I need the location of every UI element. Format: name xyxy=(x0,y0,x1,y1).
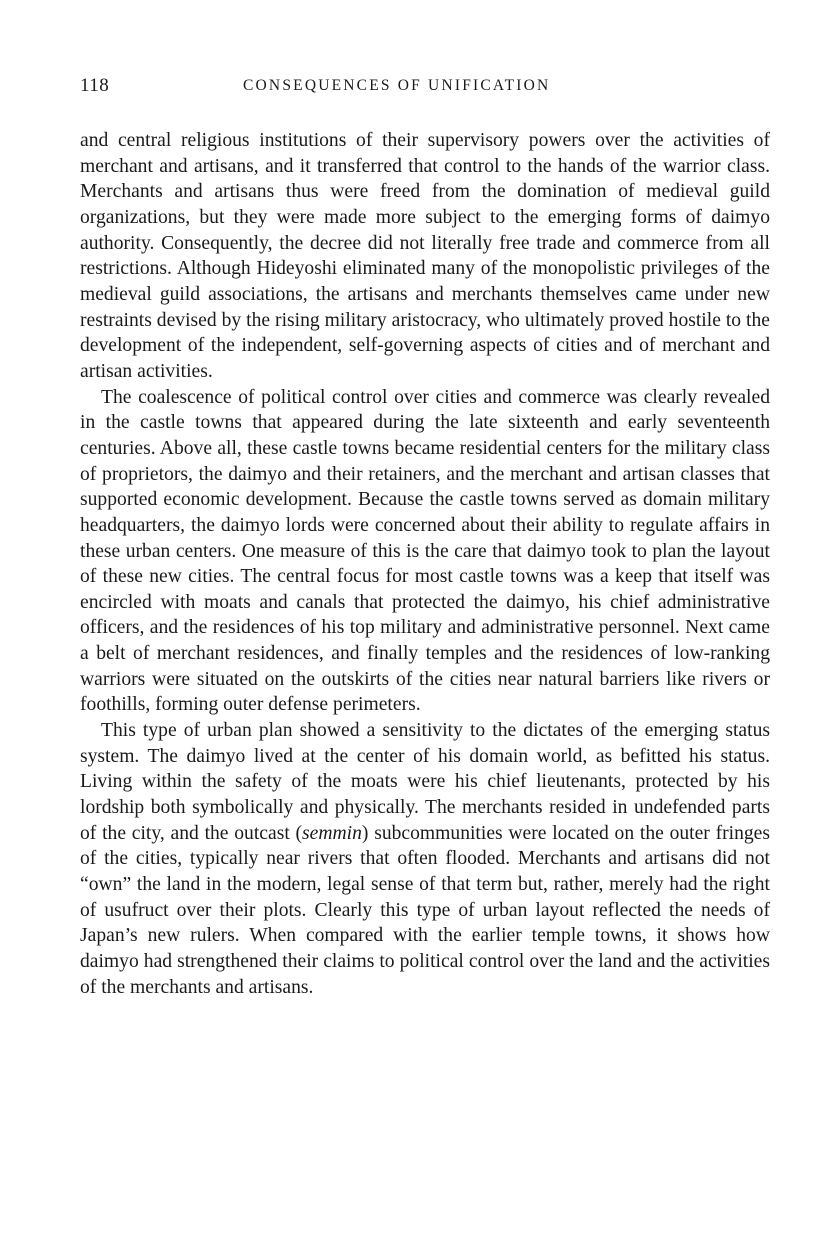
paragraph-2: The coalescence of political control over cities and commerce was clearly revealed in the castle towns that appeared during the late sixteenth and early seventeenth centuries. Above all, these castle towns became residential centers for the military class of proprietors, the daimyo and their retainers, and the merchant and artisan classes that supported economic development. Because the castle towns served as domain military headquarters, the daimyo lords were concerned about their ability to regulate affairs in these urban centers. One measure of this is the care that daimyo took to plan the layout of these new cities. The central focus for most castle towns was a keep that itself was encircled with moats and canals that protected the daimyo, his chief administrative officers, and the residences of his top military and administrative personnel. Next came a belt of merchant residences, and finally temples and the residences of low-ranking warriors were situated on the outskirts of the cities near natural barriers like rivers or foothills, forming outer defense perimeters. xyxy=(80,386,770,716)
running-head xyxy=(80,70,770,102)
semmin-term: semmin xyxy=(302,822,362,844)
running-title: CONSEQUENCES OF UNIFICATION xyxy=(243,77,551,94)
page-number: 118 xyxy=(80,75,110,96)
body-text xyxy=(80,128,770,1000)
book-page xyxy=(80,70,770,1000)
paragraph-3-text-before: This type of urban plan showed a sensitivity to the dictates of the emerging status system. The daimyo lived at the center of his domain world, as befitted his status. Living within the safety of the moats were his chief lieutenants, protected by his lordship both symbolically and physically. The merchants resided in undefended parts of the city, and the outcast ( xyxy=(80,720,770,844)
paragraph-3-text-after: ) subcommunities were located on the outer fringes of the cities, typically near rivers that often flooded. Merchants and artisans did not “own” the land in the modern, legal sense of that term but, rather, merely had the right of usufruct over their plots. Clearly this type of urban layout reflected the needs of Japan’s new rulers. When compared with the earlier temple towns, it shows how daimyo had strengthened their claims to political control over the land and the activities of the merchants and artisans. xyxy=(80,822,770,998)
paragraph-3 xyxy=(80,718,770,1000)
paragraph-1: and central religious institutions of their supervisory powers over the activities of merchant and artisans, and it transferred that control to the hands of the warrior class. Merchants and artisans thus were freed from the domination of medieval guild organizations, but they were made more subject to the emerging forms of daimyo authority. Consequently, the decree did not literally free trade and commerce from all restrictions. Although Hideyoshi eliminated many of the monopolistic privileges of the medieval guild associations, the artisans and merchants themselves came under new restraints devised by the rising military aristocracy, who ultimately proved hostile to the development of the independent, self-governing aspects of cities and of merchant and artisan activities. xyxy=(80,130,770,382)
